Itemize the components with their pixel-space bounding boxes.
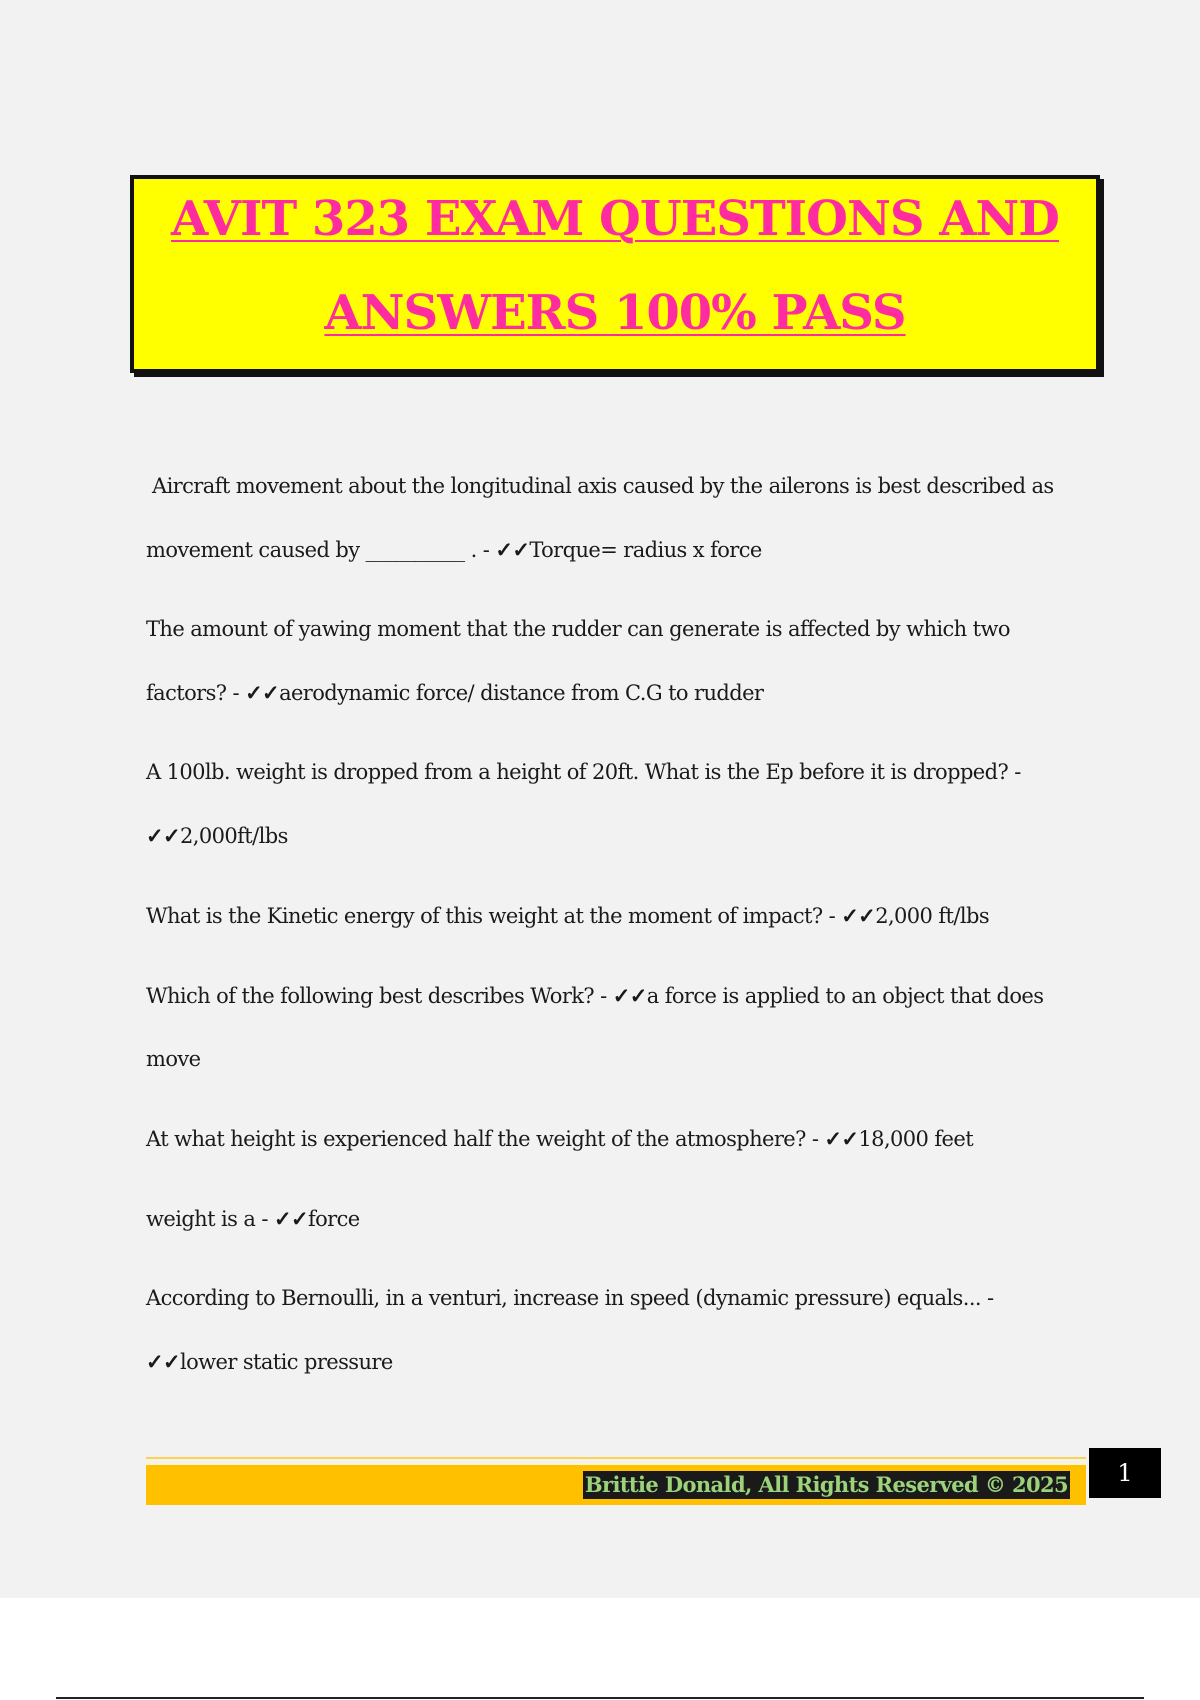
question-text: Aircraft movement about the longitudinal axis caused by the ailerons is best described as movement caused by __________ . -: [146, 474, 1054, 562]
check-mark-icon: ✓✓: [612, 983, 647, 1008]
qa-item-1: [146, 455, 1086, 582]
answer-text: force: [307, 1207, 360, 1231]
check-mark-icon: ✓✓: [146, 1349, 180, 1374]
check-mark-icon: ✓✓: [841, 903, 876, 928]
answer-text: aerodynamic force/ distance from C.G to rudder: [279, 681, 764, 705]
check-mark-icon: ✓✓: [495, 537, 530, 562]
question-text: weight is a -: [146, 1207, 268, 1231]
question-text: A 100lb. weight is dropped from a height of 20ft. What is the Ep before it is dropped? -: [146, 760, 1021, 784]
qa-item-8: [146, 1267, 1086, 1394]
question-text: The amount of yawing moment that the rudder can generate is affected by which two factors? -: [146, 617, 1010, 705]
qa-item-7: [146, 1187, 1086, 1251]
document-title-line-1: AVIT 323 EXAM QUESTIONS AND: [171, 191, 1059, 247]
check-mark-icon: ✓✓: [273, 1206, 308, 1231]
check-mark-icon: ✓✓: [824, 1126, 859, 1151]
qa-item-5: [146, 964, 1086, 1091]
qa-list: [146, 455, 1086, 1410]
page-gap: [0, 1598, 1200, 1700]
answer-text: Torque= radius x force: [529, 538, 762, 562]
page-number: 1: [1089, 1448, 1161, 1498]
footer-band: [146, 1463, 1086, 1505]
answer-text: 18,000 feet: [858, 1127, 974, 1151]
qa-item-3: [146, 741, 1086, 868]
check-mark-icon: ✓✓: [245, 680, 280, 705]
document-title-line-2: ANSWERS 100% PASS: [324, 285, 906, 341]
footer-copyright: Brittie Donald, All Rights Reserved © 2025: [584, 1472, 1068, 1497]
answer-text: lower static pressure: [180, 1350, 393, 1374]
answer-text: 2,000ft/lbs: [180, 824, 288, 848]
answer-text: 2,000 ft/lbs: [875, 904, 990, 928]
question-text: Which of the following best describes Work? -: [146, 984, 607, 1008]
qa-item-4: [146, 884, 1086, 948]
answer-text: a force is applied to an object that does move: [146, 984, 1044, 1071]
question-text: What is the Kinetic energy of this weight at the moment of impact? -: [146, 904, 836, 928]
title-box: [130, 175, 1100, 373]
qa-item-2: [146, 598, 1086, 725]
next-page-edge: [56, 1697, 1144, 1699]
question-text: At what height is experienced half the weight of the atmosphere? -: [146, 1127, 819, 1151]
question-text: According to Bernoulli, in a venturi, increase in speed (dynamic pressure) equals... -: [146, 1286, 994, 1310]
check-mark-icon: ✓✓: [146, 823, 180, 848]
qa-item-6: [146, 1107, 1086, 1171]
